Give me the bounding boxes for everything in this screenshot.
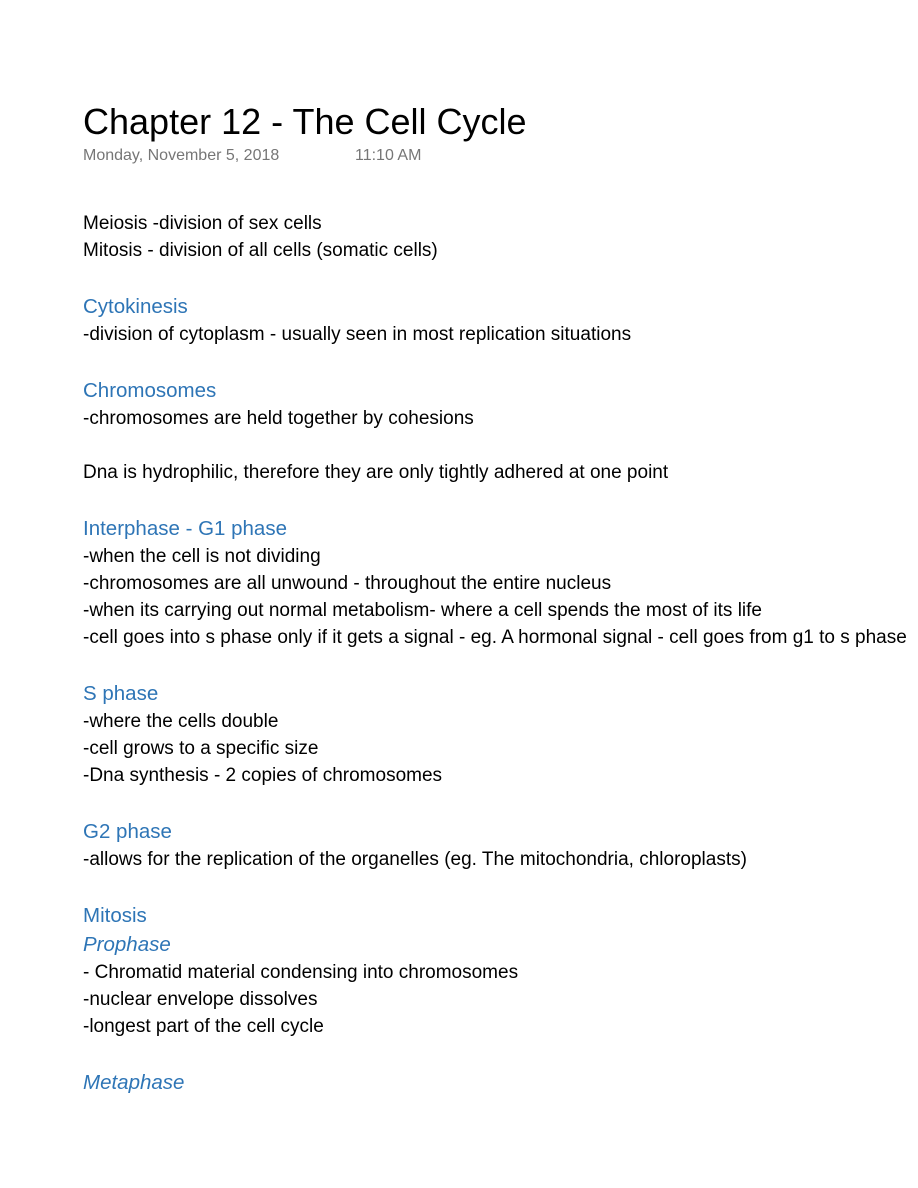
- section-heading-s-phase: S phase: [83, 682, 159, 705]
- text-line: Dna is hydrophilic, therefore they are only tightly adhered at one point: [83, 462, 669, 483]
- text-line: -allows for the replication of the organelles (eg. The mitochondria, chloroplasts): [83, 849, 747, 870]
- text-line: -chromosomes are all unwound - throughout the entire nucleus: [83, 573, 612, 594]
- text-line: -longest part of the cell cycle: [83, 1016, 324, 1037]
- text-line: Mitosis - division of all cells (somatic cells): [83, 240, 438, 261]
- text-line: -cell goes into s phase only if it gets a signal - eg. A hormonal signal - cell goes from g1 to s phase: [83, 627, 907, 648]
- text-line: -when its carrying out normal metabolism- where a cell spends the most of its life: [83, 600, 762, 621]
- section-heading-chromosomes: Chromosomes: [83, 379, 217, 402]
- text-line: -where the cells double: [83, 711, 279, 732]
- note-page: [83, 100, 918, 1100]
- text-line: -chromosomes are held together by cohesions: [83, 408, 474, 429]
- text-line: -nuclear envelope dissolves: [83, 989, 318, 1010]
- subheading-prophase: Prophase: [83, 933, 171, 956]
- note-time: 11:10 AM: [355, 147, 422, 164]
- text-line: -cell grows to a specific size: [83, 738, 319, 759]
- note-date: Monday, November 5, 2018: [83, 147, 280, 164]
- section-heading-g2-phase: G2 phase: [83, 820, 172, 843]
- text-line: Meiosis -division of sex cells: [83, 213, 322, 234]
- section-heading-interphase-g1: Interphase - G1 phase: [83, 517, 287, 540]
- text-line: -division of cytoplasm - usually seen in most replication situations: [83, 324, 632, 345]
- note-content: [83, 210, 918, 1097]
- note-metadata: [83, 146, 918, 166]
- text-line: -when the cell is not dividing: [83, 546, 321, 567]
- section-heading-mitosis: Mitosis: [83, 904, 147, 927]
- text-line: -Dna synthesis - 2 copies of chromosomes: [83, 765, 443, 786]
- section-heading-cytokinesis: Cytokinesis: [83, 295, 188, 318]
- page-title: Chapter 12 - The Cell Cycle: [83, 101, 527, 142]
- text-line: - Chromatid material condensing into chromosomes: [83, 962, 519, 983]
- subheading-metaphase: Metaphase: [83, 1071, 185, 1094]
